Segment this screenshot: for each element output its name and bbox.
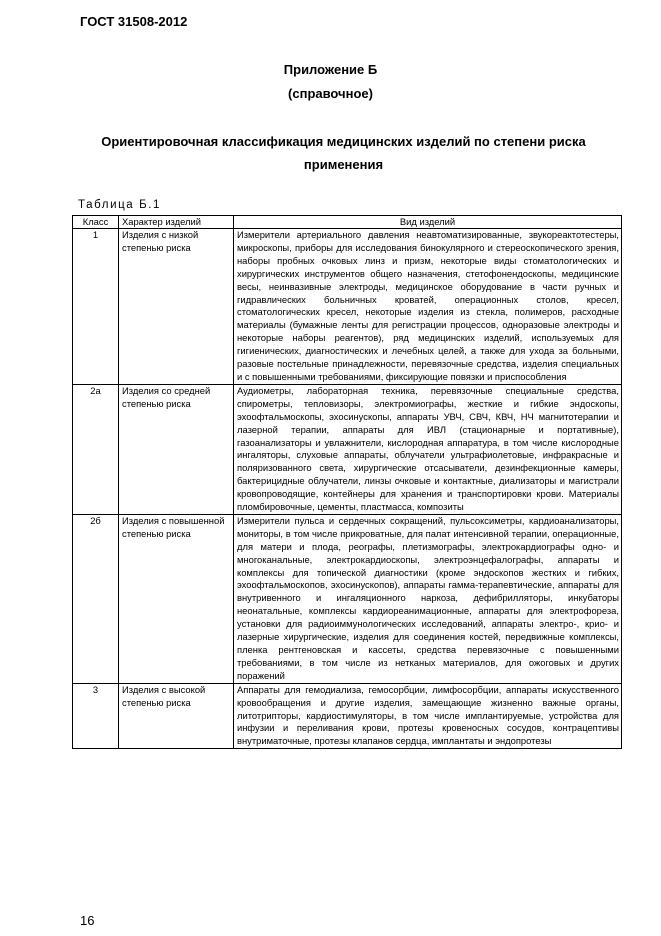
class-cell: 2а [73, 384, 119, 514]
standard-designation: ГОСТ 31508-2012 [80, 14, 188, 29]
class-cell: 3 [73, 683, 119, 749]
table-row [73, 514, 622, 683]
appendix-subtitle: (справочное) [288, 86, 373, 101]
section-heading: Ориентировочная классификация медицинских изделий по степени риска применения [101, 134, 586, 172]
class-cell: 1 [73, 229, 119, 385]
character-cell: Изделия с высокой степенью риска [119, 683, 234, 749]
page-number: 16 [80, 913, 95, 928]
appendix-title: Приложение Б [283, 62, 378, 77]
table-caption: Таблица Б.1 [78, 199, 162, 211]
character-cell: Изделия со средней степенью риска [119, 384, 234, 514]
kinds-cell: Аудиометры, лабораторная техника, перевязочные специальные средства, спирометры, тепловизоры, электромиографы, жесткие и гибкие эндоскопы, эхоофтальмоскопы, эхосинускопы, аппараты УВЧ, СВЧ, КВЧ, НЧ магнитотерапии и лазерной терапии, аппараты для ИВЛ (стационарные и портативные), газоанализаторы и увлажнители, кислородная аппаратура, в том числе кислородные ингаляторы, слуховые аппараты, облучатели ультрафиолетовые, инфракрасные и поляризованного света, хирургические отсасыватели, дезинфекционные камеры, бактерицидные облучатели, линзы очковые и контактные, диализаторы и магистрали кровопроводящие, контейнеры для хранения и транспортировки крови. Материалы пломбировочные, цементы, пластмасса, композиты [234, 384, 622, 514]
table-row [73, 384, 622, 514]
character-cell: Изделия с повышенной степенью риска [119, 514, 234, 683]
classification-table [72, 215, 622, 749]
column-header-character: Характер изделий [119, 216, 234, 229]
class-cell: 2б [73, 514, 119, 683]
table-row [73, 683, 622, 749]
column-header-class: Класс [73, 216, 119, 229]
table-header-row [73, 216, 622, 229]
kinds-cell: Измерители пульса и сердечных сокращений, пульсоксиметры, кардиоанализаторы, мониторы, в том числе прикроватные, для палат интенсивной терапии, операционные, для матери и плода, реографы, плетизмографы, электрокардиографы одно- и многоканальные, электрокардиоскопы, электроэнцефалографы, аппараты и комплексы для топической диагностики (кроме эндоскопов жестких и гибких, эхоофтальмоскопов, эхосинускопов), аппараты гамма-терапевтические, аппараты для внутривенного и ингаляционного наркоза, дефибрилляторы, инкубаторы неонатальные, комплексы кардиореанимационные, аппараты для электрофореза, установки для радиоиммунологических исследований, аппараты электро-, крио- и лазерные хирургические, изделия для соединения костей, передвижные комплексы, пленка рентгеновская и кассеты, средства перевязочные с повышенными требованиями, в том числе из нетканых материалов, для ожоговых и других поражений [234, 514, 622, 683]
table-row [73, 229, 622, 385]
kinds-cell: Аппараты для гемодиализа, гемосорбции, лимфосорбции, аппараты искусственного кровообращения и другие изделия, замещающие жизненно важные органы, литотрипторы, кардиостимуляторы, в том числе имплантируемые, устройства для инфузии и переливания крови, протезы кровеносных сосудов, контрацептивы внутриматочные, протезы клапанов сердца, имплантаты и эндопротезы [234, 683, 622, 749]
kinds-cell: Измерители артериального давления неавтоматизированные, звукореактотестеры, микроскопы, приборы для исследования бинокулярного и стереоскопического зрения, наборы пробных очковых линз и призм, некоторые виды стоматологических и хирургических инструментов общего назначения, стетофонендоскопы, медицинские весы, неинвазивные электроды, медицинское оборудование в части ручных и гидравлических больничных кроватей, операционных столов, кресел, стоматологических кресел, некоторые изделия из стекла, полимеров, расходные материалы (бумажные ленты для регистрации процессов, одноразовые электроды и некоторые наборы реагентов), ряд медицинских изделий, используемых для гигиенических, диагностических и лечебных целей, а также для ухода за больными, разовые постельные принадлежности, перевязочные средства, изделия специальных и с повышенными требованиями, фиксирующие повязки и приспособления [234, 229, 622, 385]
column-header-kinds: Вид изделий [234, 216, 622, 229]
character-cell: Изделия с низкой степенью риска [119, 229, 234, 385]
